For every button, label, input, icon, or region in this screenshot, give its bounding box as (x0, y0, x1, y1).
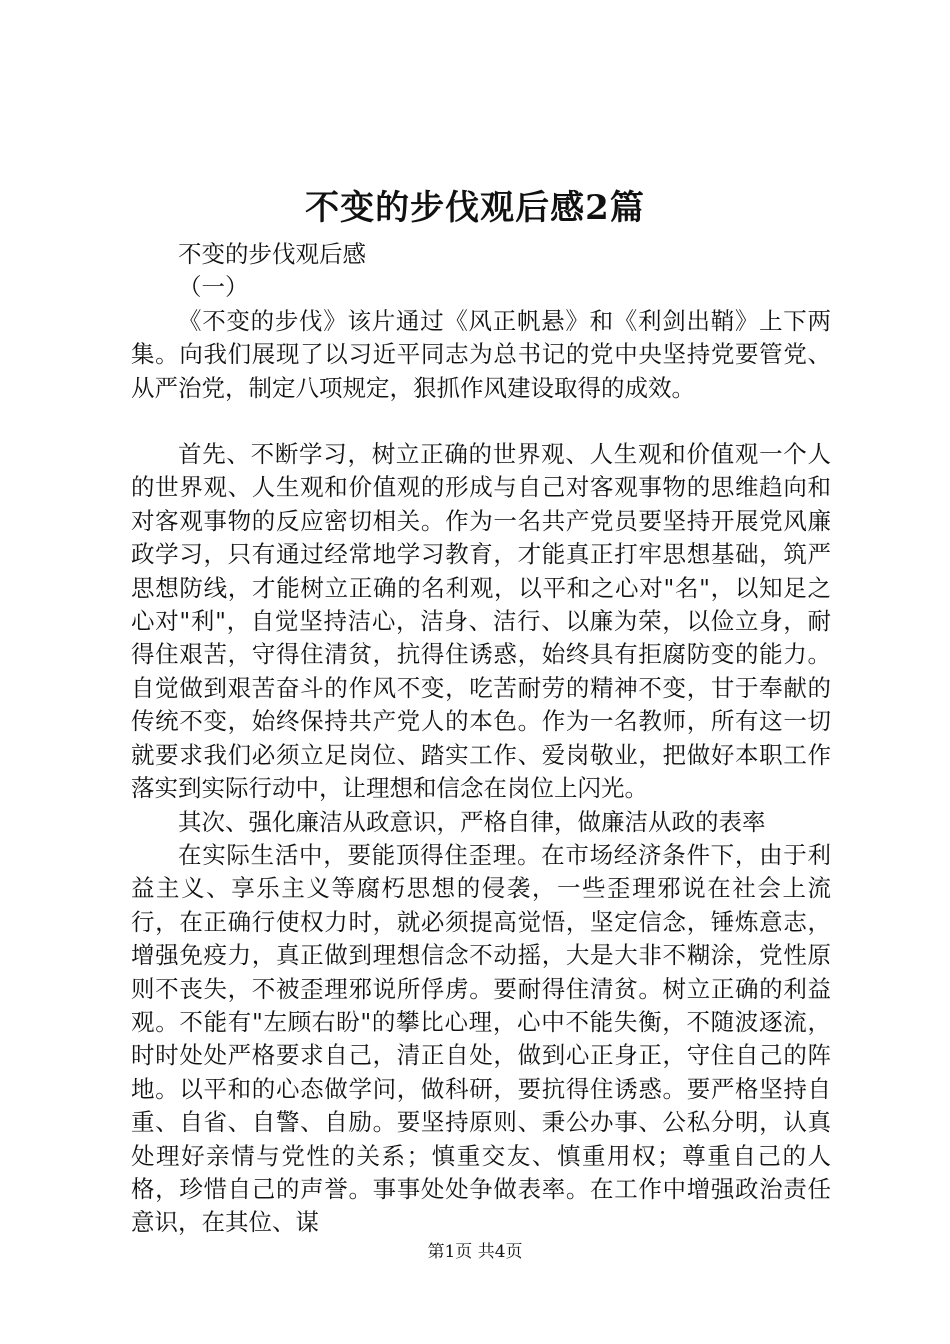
document-body (131, 238, 831, 1240)
paragraph-intro: 《不变的步伐》该片通过《风正帆悬》和《利剑出鞘》上下两集。向我们展现了以习近平同志为总书记的党中央坚持党要管党、从严治党，制定八项规定，狠抓作风建设取得的成效。 (131, 306, 831, 402)
paragraph-section-number: （一） (178, 273, 249, 302)
paragraph-subtitle: 不变的步伐观后感 (178, 240, 366, 268)
page-footer: 第1页 共4页 (427, 1242, 523, 1262)
paragraph-first-point: 首先、不断学习，树立正确的世界观、人生观和价值观一个人的世界观、人生观和价值观的形成与自己对客观事物的思维趋向和对客观事物的反应密切相关。作为一名共产党员要坚持开展党风廉政学习，只有通过经常地学习教育，才能真正打牢思想基础，筑严思想防线，才能树立正确的名利观，以平和之心对"名"，以知足之心对"利"，自觉坚持洁心，洁身、洁行、以廉为荣，以俭立身，耐得住艰苦，守得住清贫，抗得住诱惑，始终具有拒腐防变的能力。自觉做到艰苦奋斗的作风不变，吃苦耐劳的精神不变，甘于奉献的传统不变，始终保持共产党人的本色。作为一名教师，所有这一切就要求我们必须立足岗位、踏实工作、爱岗敬业，把做好本职工作落实到实际行动中，让理想和信念在岗位上闪光。 (131, 440, 831, 803)
paragraph-second-heading: 其次、强化廉洁从政意识，严格自律，做廉洁从政的表率 (178, 807, 766, 836)
document-title: 不变的步伐观后感2篇 (305, 188, 645, 228)
paragraph-second-body: 在实际生活中，要能顶得住歪理。在市场经济条件下，由于利益主义、享乐主义等腐朽思想的侵袭，一些歪理邪说在社会上流行，在正确行使权力时，就必须提高觉悟，坚定信念，锤炼意志，增强免疫力，真正做到理想信念不动摇，大是大非不糊涂，党性原则不丧失，不被歪理邪说所俘虏。要耐得住清贫。树立正确的利益观。不能有"左顾右盼"的攀比心理，心中不能失衡，不随波逐流，时时处处严格要求自己，清正自处，做到心正身正，守住自己的阵地。以平和的心态做学问，做科研，要抗得住诱惑。要严格坚持自重、自省、自警、自励。要坚持原则、秉公办事、公私分明，认真处理好亲情与党性的关系；慎重交友、慎重用权；尊重自己的人格，珍惜自己的声誉。事事处处争做表率。在工作中增强政治责任意识，在其位、谋 (131, 840, 831, 1237)
